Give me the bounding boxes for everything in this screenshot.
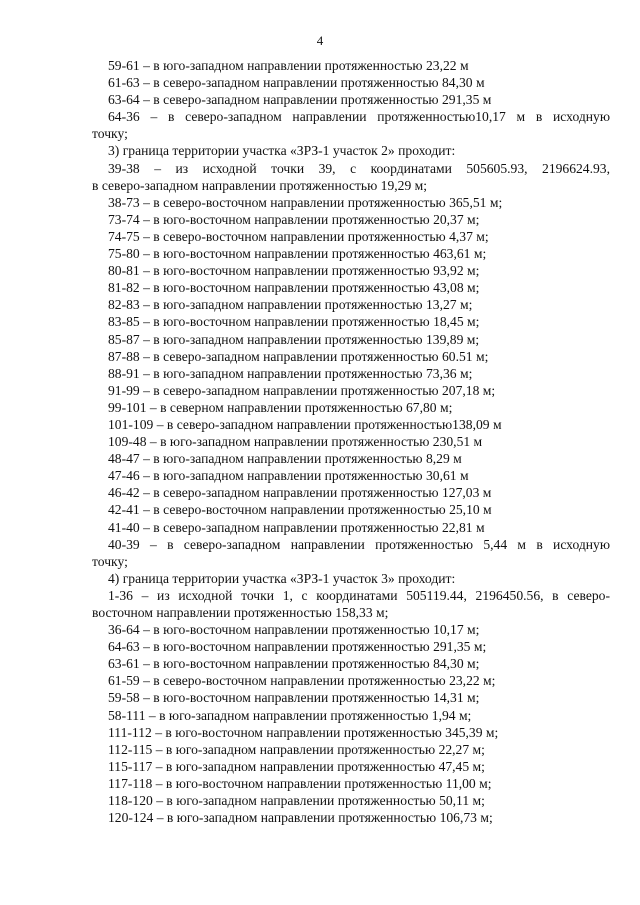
text-line: 39-38 – из исходной точки 39, с координатами 505605.93, 2196624.93, <box>108 160 610 176</box>
text-line: 38-73 – в северо-восточном направлении протяженностью 365,51 м; <box>108 194 503 210</box>
page-number: 4 <box>316 33 324 48</box>
text-line: 85-87 – в юго-западном направлении протяженностью 139,89 м; <box>108 331 480 347</box>
section-heading: 4) граница территории участка «ЗРЗ-1 участок 3» проходит: <box>108 570 456 586</box>
text-line: 64-63 – в юго-восточном направлении протяженностью 291,35 м; <box>108 639 487 655</box>
text-line: 47-46 – в юго-западном направлении протяженностью 30,61 м <box>108 468 469 484</box>
text-line: 83-85 – в юго-восточном направлении протяженностью 18,45 м; <box>108 314 480 330</box>
text-line: 74-75 – в северо-восточном направлении протяженностью 4,37 м; <box>108 228 489 244</box>
section-heading: 3) граница территории участка «ЗРЗ-1 участок 2» проходит: <box>108 143 456 159</box>
text-line: 1-36 – из исходной точки 1, с координатами 505119.44, 2196450.56, в северо- <box>108 587 610 603</box>
text-line: 40-39 – в северо-западном направлении протяженностью 5,44 м в исходную <box>108 536 610 552</box>
text-line: 61-63 – в северо-западном направлении протяженностью 84,30 м <box>108 75 485 91</box>
text-line: 91-99 – в северо-западном направлении протяженностью 207,18 м; <box>108 382 496 398</box>
text-line: 88-91 – в юго-западном направлении протяженностью 73,36 м; <box>108 365 473 381</box>
text-line: 118-120 – в юго-западном направлении протяженностью 50,11 м; <box>108 793 485 809</box>
text-line: в северо-западном направлении протяженностью 19,29 м; <box>92 177 428 193</box>
text-line: 63-61 – в юго-восточном направлении протяженностью 84,30 м; <box>108 656 480 672</box>
text-line: 41-40 – в северо-западном направлении протяженностью 22,81 м <box>108 519 485 535</box>
text-line: 82-83 – в юго-западном направлении протяженностью 13,27 м; <box>108 297 473 313</box>
text-line: точку; <box>92 553 128 569</box>
text-line: 115-117 – в юго-западном направлении протяженностью 47,45 м; <box>108 758 485 774</box>
text-line: точку; <box>92 126 128 142</box>
text-line: 42-41 – в северо-восточном направлении протяженностью 25,10 м <box>108 502 492 518</box>
text-line: 58-111 – в юго-западном направлении протяженностью 1,94 м; <box>108 707 472 723</box>
text-line: восточном направлении протяженностью 158,33 м; <box>92 605 389 620</box>
text-line: 59-58 – в юго-восточном направлении протяженностью 14,31 м; <box>108 690 480 706</box>
text-line: 48-47 – в юго-западном направлении протяженностью 8,29 м <box>108 451 462 467</box>
text-line: 63-64 – в северо-западном направлении протяженностью 291,35 м <box>108 92 492 108</box>
text-line: 120-124 – в юго-западном направлении протяженностью 106,73 м; <box>108 810 493 826</box>
text-line: 81-82 – в юго-восточном направлении протяженностью 43,08 м; <box>108 280 480 296</box>
text-line: 73-74 – в юго-восточном направлении протяженностью 20,37 м; <box>108 211 480 227</box>
text-line: 75-80 – в юго-восточном направлении протяженностью 463,61 м; <box>108 246 487 262</box>
text-line: 64-36 – в северо-западном направлении протяженностью10,17 м в исходную <box>108 109 610 125</box>
text-line: 46-42 – в северо-западном направлении протяженностью 127,03 м <box>108 485 492 501</box>
text-line: 101-109 – в северо-западном направлении протяженностью138,09 м <box>108 416 502 432</box>
text-line: 111-112 – в юго-восточном направлении протяженностью 345,39 м; <box>108 724 499 740</box>
text-line: 99-101 – в северном направлении протяженностью 67,80 м; <box>108 399 453 415</box>
text-line: 117-118 – в юго-восточном направлении протяженностью 11,00 м; <box>108 775 492 791</box>
text-line: 36-64 – в юго-восточном направлении протяженностью 10,17 м; <box>108 622 480 638</box>
text-line: 80-81 – в юго-восточном направлении протяженностью 93,92 м; <box>108 263 480 279</box>
text-line: 61-59 – в северо-восточном направлении протяженностью 23,22 м; <box>108 673 496 689</box>
document-body <box>92 57 610 826</box>
text-line: 109-48 – в юго-западном направлении протяженностью 230,51 м <box>108 434 483 450</box>
text-line: 59-61 – в юго-западном направлении протяженностью 23,22 м <box>108 58 469 73</box>
text-line: 87-88 – в северо-западном направлении протяженностью 60.51 м; <box>108 348 489 364</box>
text-line: 112-115 – в юго-западном направлении протяженностью 22,27 м; <box>108 741 485 757</box>
